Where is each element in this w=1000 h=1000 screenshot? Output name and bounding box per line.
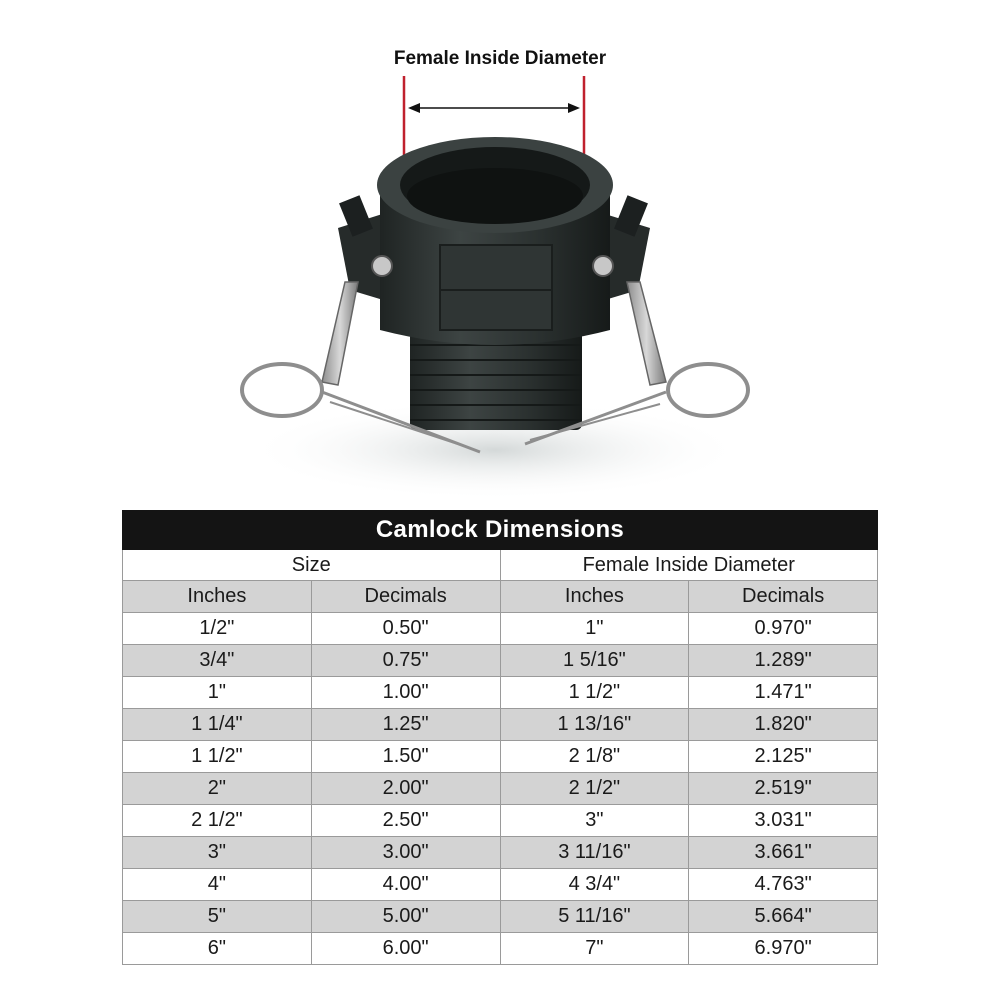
column-header-size-decimals: Decimals [311,581,500,613]
table-row [123,869,878,901]
table-row [123,645,878,677]
table-row [123,805,878,837]
cell-size-inches: 3/4" [123,645,312,677]
cell-size-decimals: 0.50" [311,613,500,645]
table-row [123,837,878,869]
cell-size-decimals: 4.00" [311,869,500,901]
cell-fid-decimals: 2.519" [689,773,878,805]
cell-size-decimals: 1.00" [311,677,500,709]
cell-fid-inches: 7" [500,933,689,965]
table-row [123,901,878,933]
cell-fid-decimals: 1.820" [689,709,878,741]
table-row [123,613,878,645]
camlock-fitting-image [220,70,780,510]
group-header-female-inside-diameter: Female Inside Diameter [500,550,878,581]
cell-fid-inches: 3 11/16" [500,837,689,869]
cell-size-inches: 1 1/2" [123,741,312,773]
table-row [123,709,878,741]
cell-fid-inches: 1 13/16" [500,709,689,741]
table-row [123,741,878,773]
cell-size-inches: 1 1/4" [123,709,312,741]
camlock-dimensions-table [122,510,878,965]
cell-size-inches: 2 1/2" [123,805,312,837]
diagram-label: Female Inside Diameter [393,48,607,69]
cell-fid-decimals: 0.970" [689,613,878,645]
column-header-size-inches: Inches [123,581,312,613]
cell-size-inches: 4" [123,869,312,901]
cell-fid-inches: 1 1/2" [500,677,689,709]
cell-fid-inches: 4 3/4" [500,869,689,901]
cell-size-inches: 6" [123,933,312,965]
table-row [123,773,878,805]
cell-fid-decimals: 1.471" [689,677,878,709]
cell-size-inches: 2" [123,773,312,805]
column-header-fid-decimals: Decimals [689,581,878,613]
cell-size-decimals: 3.00" [311,837,500,869]
cell-fid-decimals: 5.664" [689,901,878,933]
table-title: Camlock Dimensions [123,511,878,550]
cell-fid-decimals: 2.125" [689,741,878,773]
cell-size-inches: 5" [123,901,312,933]
cell-size-decimals: 0.75" [311,645,500,677]
camlock-dimensions-table-wrap [122,510,878,965]
cell-fid-inches: 2 1/8" [500,741,689,773]
cell-size-decimals: 1.50" [311,741,500,773]
cell-fid-decimals: 1.289" [689,645,878,677]
cell-size-decimals: 6.00" [311,933,500,965]
table-row [123,933,878,965]
cell-size-inches: 1/2" [123,613,312,645]
cell-fid-inches: 5 11/16" [500,901,689,933]
cell-size-decimals: 2.00" [311,773,500,805]
cell-fid-decimals: 3.661" [689,837,878,869]
cell-size-inches: 1" [123,677,312,709]
cell-size-inches: 3" [123,837,312,869]
group-header-size: Size [123,550,501,581]
cell-fid-decimals: 3.031" [689,805,878,837]
table-row [123,677,878,709]
cell-fid-inches: 3" [500,805,689,837]
column-header-fid-inches: Inches [500,581,689,613]
cell-fid-inches: 1" [500,613,689,645]
cell-fid-inches: 2 1/2" [500,773,689,805]
cell-size-decimals: 5.00" [311,901,500,933]
cell-size-decimals: 1.25" [311,709,500,741]
cell-fid-decimals: 4.763" [689,869,878,901]
cell-size-decimals: 2.50" [311,805,500,837]
cell-fid-decimals: 6.970" [689,933,878,965]
cell-fid-inches: 1 5/16" [500,645,689,677]
